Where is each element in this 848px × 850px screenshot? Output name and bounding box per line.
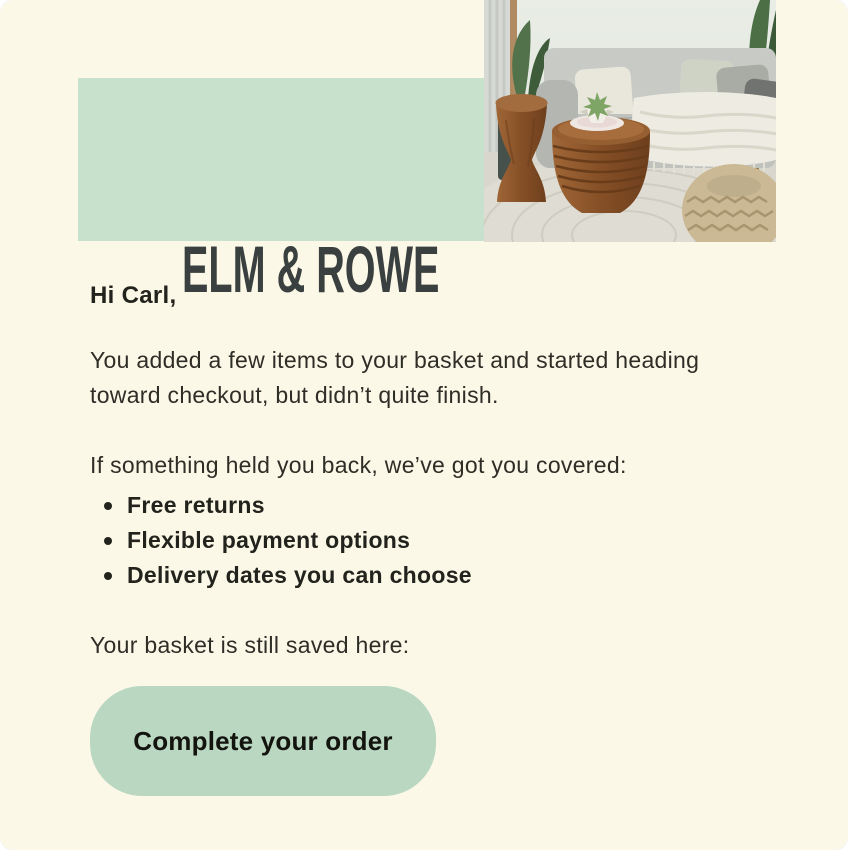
living-room-illustration — [484, 0, 776, 242]
brand-logo: ELM & ROWE — [182, 232, 440, 306]
greeting-text: Hi Carl, — [90, 282, 177, 309]
benefit-label: Free returns — [127, 492, 265, 518]
basket-note-text: Your basket is still saved here: — [90, 632, 410, 658]
covered-intro-text: If something held you back, we’ve got you covered: — [90, 452, 627, 478]
bullet-dot-icon — [104, 572, 112, 580]
benefit-label: Delivery dates you can choose — [127, 562, 472, 588]
benefit-label: Flexible payment options — [127, 527, 411, 553]
email-body — [90, 272, 738, 796]
bullet-dot-icon — [104, 537, 112, 545]
bullet-dot-icon — [104, 502, 112, 510]
hero-image — [484, 0, 776, 242]
list-item — [90, 488, 738, 523]
list-item — [90, 523, 738, 558]
complete-order-button[interactable]: Complete your order — [90, 686, 436, 796]
list-item — [90, 558, 738, 593]
benefits-list — [90, 488, 738, 593]
intro-paragraph: You added a few items to your basket and started heading toward checkout, but didn’t quite finish. — [90, 347, 700, 408]
